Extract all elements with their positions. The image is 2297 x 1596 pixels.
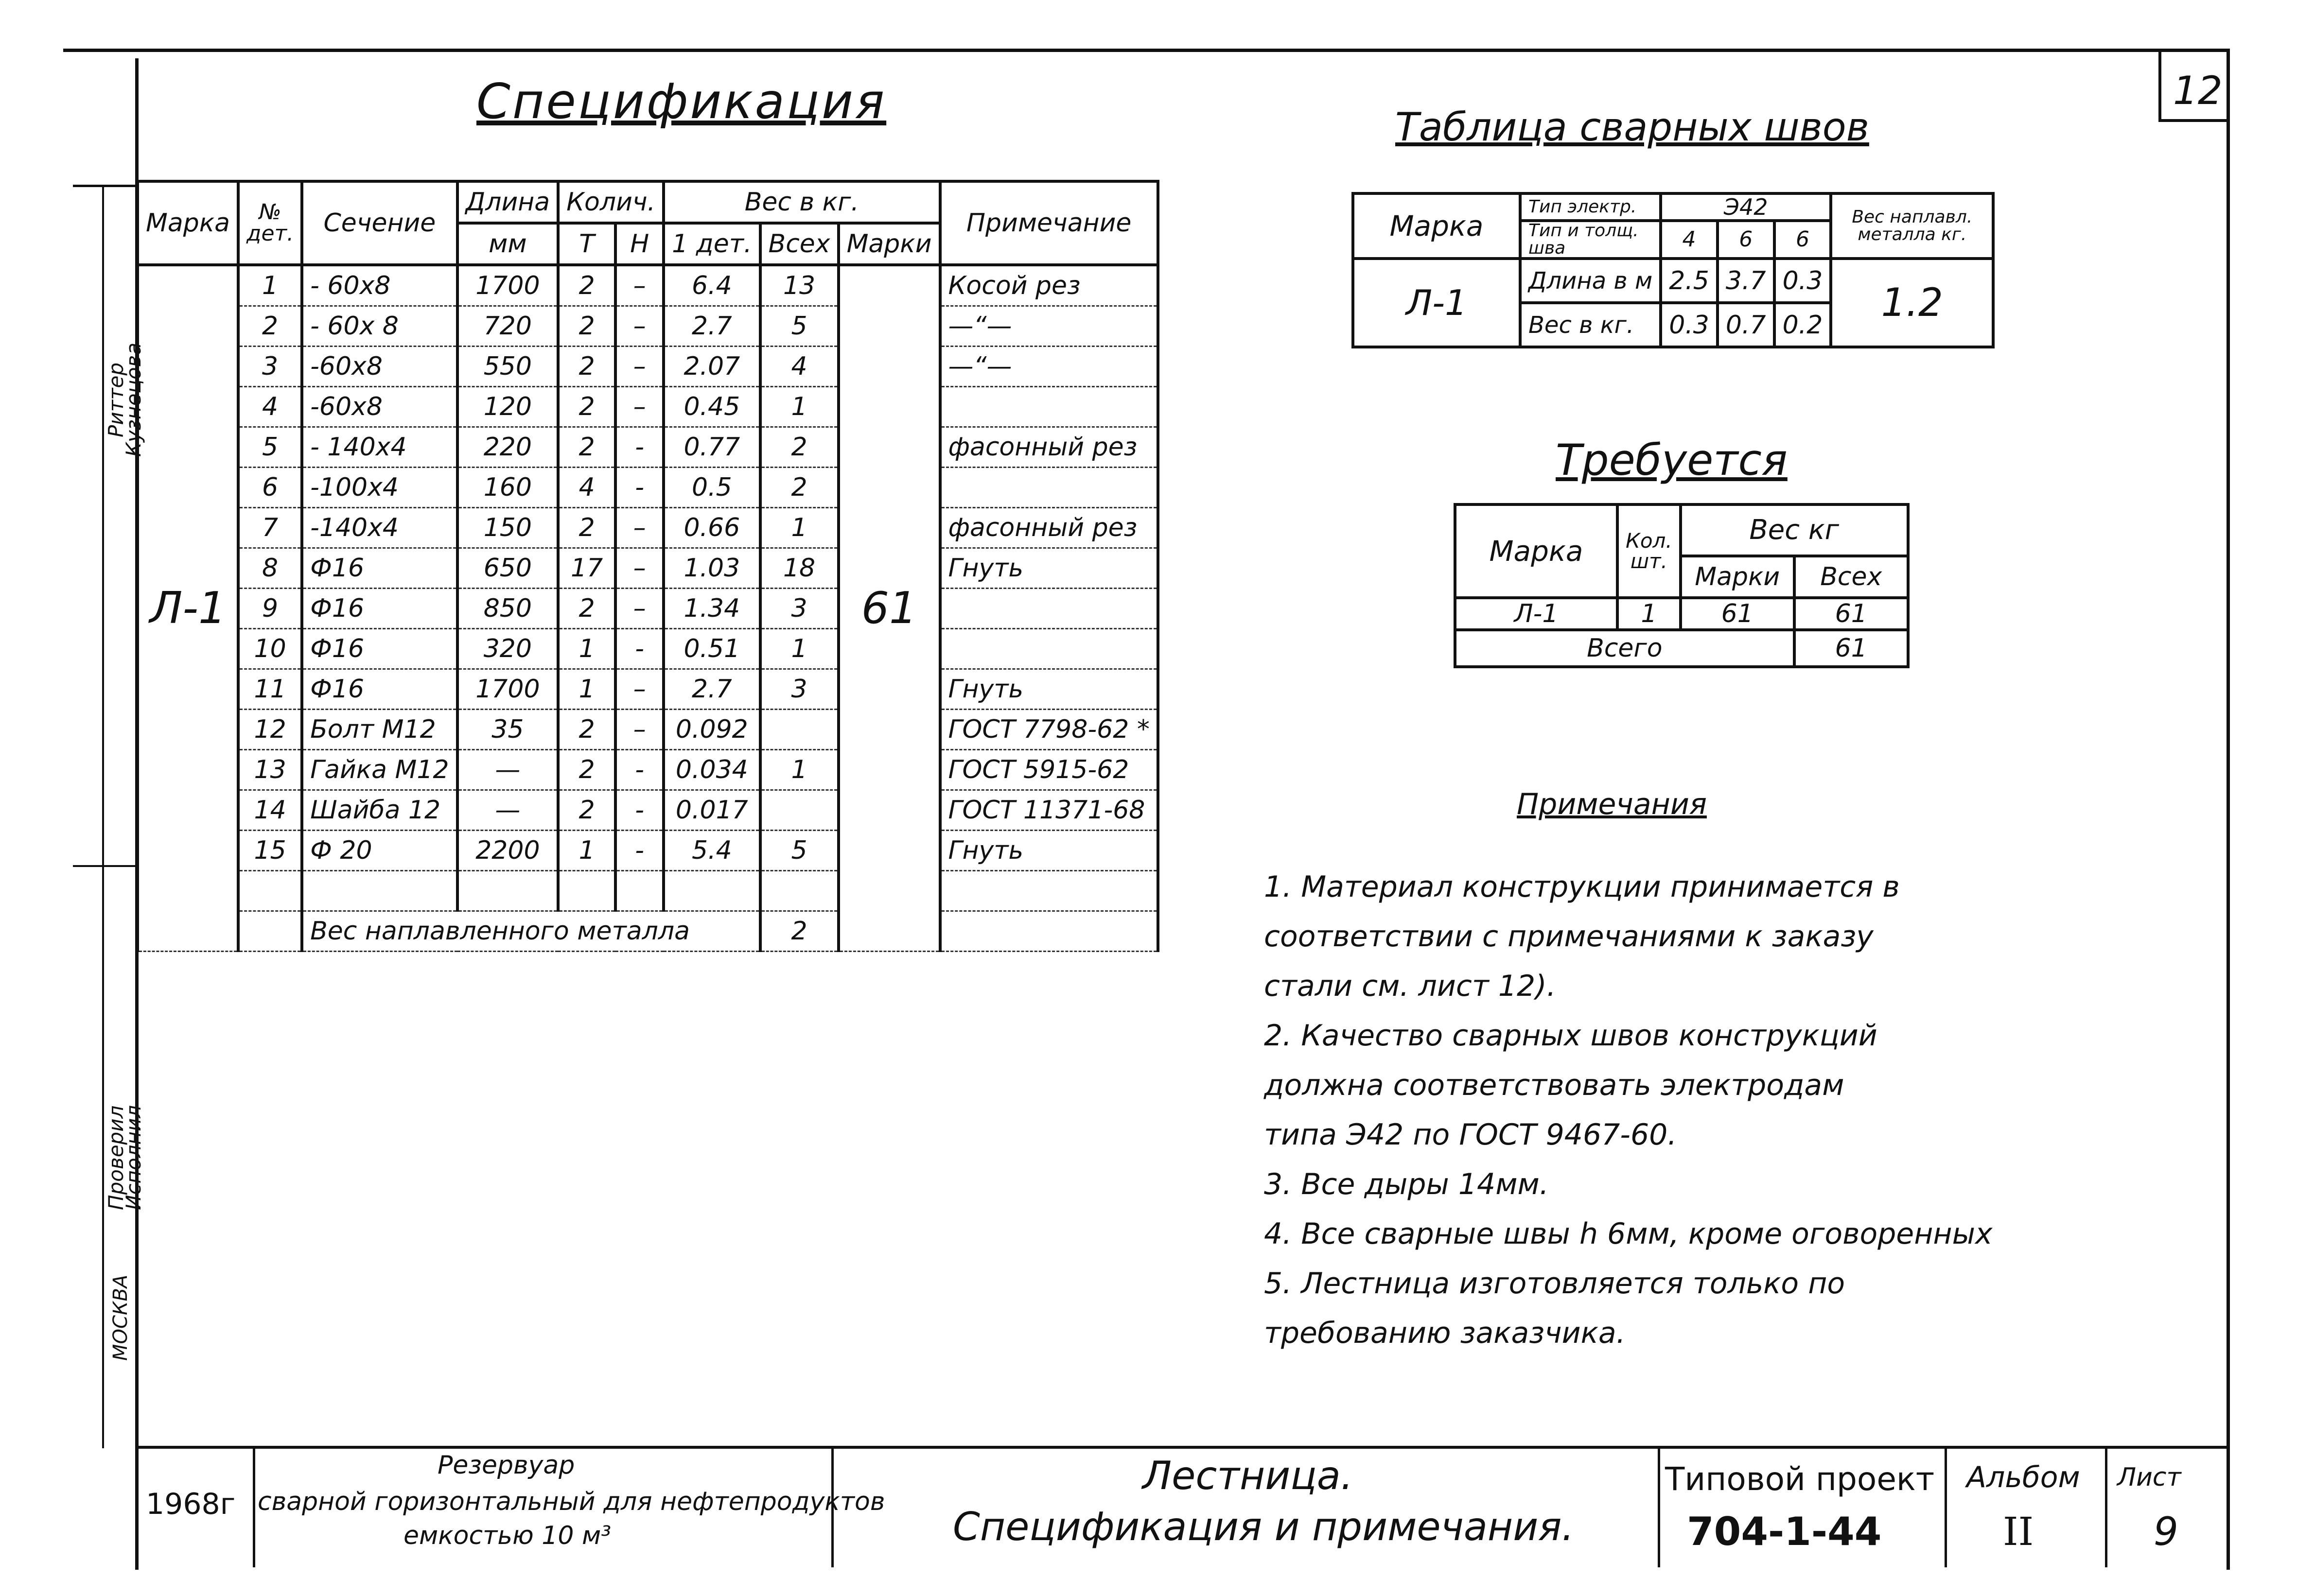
spec-cell-len: —	[457, 750, 559, 790]
spec-cell-t: 2	[558, 790, 615, 831]
spec-cell-n	[238, 871, 302, 911]
spec-cell-wall: 2	[760, 468, 839, 508]
spec-cell-h: -	[615, 750, 664, 790]
spec-cell-w1: 2.7	[664, 669, 760, 710]
weld-dlina-3: 0.3	[1774, 259, 1831, 303]
spec-cell-wall: 3	[760, 589, 839, 629]
spec-cell-sec: - 140x4	[302, 427, 457, 468]
req-h-marki: Марки	[1681, 556, 1794, 598]
top-border	[63, 49, 2229, 52]
spec-cell-n: 15	[238, 831, 302, 871]
stamp-list-label: Лист	[2117, 1463, 2181, 1492]
spec-cell-w1: 0.5	[664, 468, 760, 508]
spec-cell-sec: -140x4	[302, 508, 457, 548]
req-h-kol: Кол. шт.	[1617, 504, 1681, 598]
spec-cell-note: Гнуть	[940, 831, 1158, 871]
spec-cell-len: 160	[457, 468, 559, 508]
weld-ves-label: Вес в кг.	[1520, 303, 1661, 347]
spec-cell-h: –	[615, 589, 664, 629]
spec-cell-sec: Ф16	[302, 629, 457, 669]
spec-cell-h: –	[615, 710, 664, 750]
note-line: 2. Качество сварных швов конструкций	[1264, 1019, 1877, 1053]
weld-ves-2: 0.7	[1718, 303, 1774, 347]
spec-cell-note: ГОСТ 5915-62	[940, 750, 1158, 790]
spec-h-kolich: Колич.	[558, 181, 664, 223]
table-row	[138, 831, 1158, 871]
spec-cell-h: -	[615, 427, 664, 468]
spec-weld-label: Вес наплавленного металла	[302, 911, 760, 952]
table-row	[138, 548, 1158, 589]
spec-weld-note	[940, 911, 1158, 952]
spec-cell-n: 3	[238, 347, 302, 387]
right-border	[2227, 49, 2230, 1570]
spec-cell-len	[457, 871, 559, 911]
spec-cell-n: 11	[238, 669, 302, 710]
spec-cell-h: –	[615, 508, 664, 548]
spec-cell-t: 2	[558, 427, 615, 468]
spec-cell-t: 2	[558, 508, 615, 548]
spec-h-dlina: Длина	[457, 181, 559, 223]
stamp-project-1: Резервуар	[438, 1451, 575, 1480]
spec-h-ves-det: 1 дет.	[664, 223, 760, 265]
spec-cell-h: –	[615, 265, 664, 306]
required-table	[1454, 503, 1910, 668]
req-kol: 1	[1617, 598, 1681, 630]
spec-cell-sec: Ф16	[302, 589, 457, 629]
spec-h-t: Т	[558, 223, 615, 265]
stamp-sheet-title-1: Лестница.	[1142, 1453, 1353, 1498]
spec-cell-h	[615, 871, 664, 911]
note-line: 4. Все сварные швы h 6мм, кроме оговоренных	[1264, 1217, 1993, 1251]
spec-cell-note: —“—	[940, 347, 1158, 387]
titleblock-top	[135, 1446, 2229, 1449]
spec-h-det: № дет.	[238, 181, 302, 265]
spec-cell-len: —	[457, 790, 559, 831]
spec-cell-sec: Ф16	[302, 548, 457, 589]
spec-cell-t: 2	[558, 750, 615, 790]
spec-cell-note: Косой рез	[940, 265, 1158, 306]
weld-dlina-2: 3.7	[1718, 259, 1774, 303]
spec-cell-t: 2	[558, 265, 615, 306]
weld-total: 1.2	[1831, 259, 1993, 347]
req-total-label: Всего	[1455, 630, 1794, 667]
spec-cell-t	[558, 871, 615, 911]
spec-cell-w1: 0.017	[664, 790, 760, 831]
spec-cell-n: 7	[238, 508, 302, 548]
spec-cell-sec: Ф16	[302, 669, 457, 710]
spec-cell-len: 550	[457, 347, 559, 387]
margin-ritter: Риттер	[104, 362, 128, 437]
table-row	[138, 265, 1158, 306]
spec-h-n: Н	[615, 223, 664, 265]
spec-weld-blank	[238, 911, 302, 952]
spec-weld-row	[138, 911, 1158, 952]
spec-cell-h: –	[615, 347, 664, 387]
spec-cell-t: 4	[558, 468, 615, 508]
weld-h-ves: Вес наплавл. металла кг.	[1831, 193, 1993, 259]
spec-h-sechenie: Сечение	[302, 181, 457, 265]
spec-cell-w1: 6.4	[664, 265, 760, 306]
spec-cell-t: 2	[558, 347, 615, 387]
spec-cell-w1: 0.66	[664, 508, 760, 548]
spec-marka-weight: 61	[839, 265, 940, 952]
weld-ves-3: 0.2	[1774, 303, 1831, 347]
spec-cell-sec: - 60x 8	[302, 306, 457, 347]
margin-kuznecova: Кузнецова	[122, 342, 145, 457]
note-line: соответствии с примечаниями к заказу	[1264, 919, 1874, 954]
stamp-project-3: емкостью 10 м³	[403, 1521, 612, 1550]
spec-cell-t: 1	[558, 669, 615, 710]
spec-cell-len: 720	[457, 306, 559, 347]
spec-cell-w1: 0.45	[664, 387, 760, 427]
spec-cell-h: -	[615, 831, 664, 871]
spec-cell-n: 10	[238, 629, 302, 669]
margin-stamp	[73, 185, 145, 1448]
spec-cell-sec: Гайка М12	[302, 750, 457, 790]
spec-cell-n: 13	[238, 750, 302, 790]
spec-cell-note: фасонный рез	[940, 508, 1158, 548]
corner-sheet-number: 12	[2173, 68, 2223, 113]
spec-cell-wall: 13	[760, 265, 839, 306]
spec-cell-wall: 2	[760, 427, 839, 468]
spec-cell-t: 2	[558, 710, 615, 750]
req-marki: 61	[1681, 598, 1794, 630]
spec-cell-len: 2200	[457, 831, 559, 871]
note-line: 1. Материал конструкции принимается в	[1264, 870, 1900, 904]
margin-city: МОСКВА	[109, 1274, 132, 1361]
table-row	[138, 347, 1158, 387]
spec-cell-len: 1700	[457, 669, 559, 710]
table-row	[138, 790, 1158, 831]
spec-cell-wall: 1	[760, 629, 839, 669]
required-title: Требуется	[1556, 435, 1788, 485]
spec-cell-sec: Болт М12	[302, 710, 457, 750]
spec-cell-note	[940, 589, 1158, 629]
weld-elektr-val: Э42	[1661, 193, 1831, 221]
req-vsex: 61	[1794, 598, 1908, 630]
weld-h-tip-elektr: Тип электр.	[1520, 193, 1661, 221]
spec-h-marka: Марка	[138, 181, 238, 265]
spec-cell-wall: 5	[760, 306, 839, 347]
table-row	[138, 710, 1158, 750]
spec-cell-len: 220	[457, 427, 559, 468]
spec-cell-h: -	[615, 629, 664, 669]
spec-cell-len: 650	[457, 548, 559, 589]
spec-cell-sec: -100x4	[302, 468, 457, 508]
spec-cell-note: —“—	[940, 306, 1158, 347]
spec-weld-value: 2	[760, 911, 839, 952]
req-total-val: 61	[1794, 630, 1908, 667]
weld-dlina-1: 2.5	[1661, 259, 1718, 303]
note-line: должна соответствовать электродам	[1264, 1068, 1844, 1102]
spec-cell-w1: 0.092	[664, 710, 760, 750]
table-row	[138, 306, 1158, 347]
stamp-sheet-title-2: Спецификация и примечания.	[953, 1504, 1574, 1549]
note-line: 3. Все дыры 14мм.	[1264, 1167, 1549, 1201]
spec-cell-len: 120	[457, 387, 559, 427]
spec-cell-t: 1	[558, 831, 615, 871]
weld-dlina-label: Длина в м	[1520, 259, 1661, 303]
req-marka: Л-1	[1455, 598, 1617, 630]
table-row	[138, 750, 1158, 790]
table-row	[138, 589, 1158, 629]
spec-cell-sec: - 60x8	[302, 265, 457, 306]
spec-cell-note	[940, 629, 1158, 669]
spec-title: Спецификация	[476, 73, 887, 130]
weld-size-3: 6	[1774, 221, 1831, 259]
spec-cell-n: 2	[238, 306, 302, 347]
spec-cell-wall: 4	[760, 347, 839, 387]
spec-cell-note: Гнуть	[940, 669, 1158, 710]
margin-ispolnil: Исполнил	[122, 1105, 145, 1210]
spec-cell-n: 1	[238, 265, 302, 306]
weld-marka: Л-1	[1353, 259, 1520, 347]
spec-cell-len: 1700	[457, 265, 559, 306]
spec-table	[136, 180, 1159, 952]
stamp-list-value: 9	[2154, 1509, 2178, 1554]
spec-cell-w1: 1.34	[664, 589, 760, 629]
spec-cell-n: 12	[238, 710, 302, 750]
spec-h-ves: Вес в кг.	[664, 181, 940, 223]
spec-cell-t: 1	[558, 629, 615, 669]
spec-cell-len: 150	[457, 508, 559, 548]
spec-cell-note	[940, 871, 1158, 911]
spec-cell-note	[940, 468, 1158, 508]
spec-cell-note	[940, 387, 1158, 427]
spec-cell-wall: 3	[760, 669, 839, 710]
spec-cell-t: 17	[558, 548, 615, 589]
req-h-vsex: Всех	[1794, 556, 1908, 598]
table-row	[138, 427, 1158, 468]
spec-cell-h: –	[615, 548, 664, 589]
spec-cell-wall: 18	[760, 548, 839, 589]
spec-cell-wall	[760, 790, 839, 831]
weld-table	[1351, 192, 1995, 348]
req-h-ves: Вес кг	[1681, 504, 1908, 556]
spec-cell-len: 320	[457, 629, 559, 669]
table-row	[138, 468, 1158, 508]
weld-h-marka: Марка	[1353, 193, 1520, 259]
spec-cell-w1: 0.51	[664, 629, 760, 669]
weld-size-2: 6	[1718, 221, 1774, 259]
spec-cell-h: -	[615, 790, 664, 831]
table-row	[138, 387, 1158, 427]
spec-h-ves-vsex: Всех	[760, 223, 839, 265]
table-row	[138, 508, 1158, 548]
spec-cell-note: ГОСТ 7798-62 *	[940, 710, 1158, 750]
spec-cell-n: 14	[238, 790, 302, 831]
spec-cell-wall: 5	[760, 831, 839, 871]
spec-cell-sec: Ф 20	[302, 831, 457, 871]
spec-cell-wall	[760, 871, 839, 911]
note-line: стали см. лист 12).	[1264, 969, 1556, 1003]
spec-cell-wall: 1	[760, 750, 839, 790]
weld-h-tip-tolsh: Тип и толщ. шва	[1520, 221, 1661, 259]
spec-h-mm: мм	[457, 223, 559, 265]
stamp-typ-label: Типовой проект	[1665, 1460, 1935, 1498]
note-line: типа Э42 по ГОСТ 9467-60.	[1264, 1118, 1677, 1152]
stamp-typ-value: 704-1-44	[1687, 1509, 1882, 1554]
spec-cell-t: 2	[558, 589, 615, 629]
spec-cell-note: Гнуть	[940, 548, 1158, 589]
spec-cell-n: 5	[238, 427, 302, 468]
spec-cell-wall: 1	[760, 387, 839, 427]
spec-cell-wall	[760, 710, 839, 750]
spec-cell-h: –	[615, 669, 664, 710]
weld-ves-1: 0.3	[1661, 303, 1718, 347]
spec-cell-t: 2	[558, 387, 615, 427]
spec-h-ves-marki: Марки	[839, 223, 940, 265]
note-line: требованию заказчика.	[1264, 1316, 1626, 1350]
spec-cell-w1	[664, 871, 760, 911]
spec-cell-note: ГОСТ 11371-68	[940, 790, 1158, 831]
spec-cell-h: -	[615, 468, 664, 508]
weld-title: Таблица сварных швов	[1395, 104, 1869, 150]
spec-cell-wall: 1	[760, 508, 839, 548]
table-row	[138, 669, 1158, 710]
spec-cell-len: 850	[457, 589, 559, 629]
notes-title: Примечания	[1517, 787, 1707, 821]
note-line: 5. Лестница изготовляется только по	[1264, 1266, 1845, 1301]
spec-cell-sec	[302, 871, 457, 911]
spec-cell-len: 35	[457, 710, 559, 750]
spec-cell-h: –	[615, 306, 664, 347]
table-row	[138, 871, 1158, 911]
spec-cell-w1: 2.07	[664, 347, 760, 387]
spec-cell-sec: Шайба 12	[302, 790, 457, 831]
spec-cell-h: –	[615, 387, 664, 427]
req-h-marka: Марка	[1455, 504, 1617, 598]
spec-cell-t: 2	[558, 306, 615, 347]
spec-cell-sec: -60x8	[302, 387, 457, 427]
spec-cell-n: 9	[238, 589, 302, 629]
stamp-album-label: Альбом	[1966, 1460, 2080, 1494]
spec-cell-w1: 1.03	[664, 548, 760, 589]
spec-cell-w1: 2.7	[664, 306, 760, 347]
stamp-album-value: II	[2003, 1509, 2034, 1554]
spec-cell-n: 8	[238, 548, 302, 589]
spec-marka: Л-1	[138, 265, 238, 952]
table-row	[138, 629, 1158, 669]
spec-h-primechanie: Примечание	[940, 181, 1158, 265]
spec-cell-w1: 0.034	[664, 750, 760, 790]
weld-size-1: 4	[1661, 221, 1718, 259]
stamp-year: 1968г	[146, 1487, 236, 1521]
stamp-project-2: сварной горизонтальный для нефтепродуктов	[258, 1487, 885, 1516]
spec-cell-note: фасонный рез	[940, 427, 1158, 468]
spec-cell-sec: -60x8	[302, 347, 457, 387]
spec-cell-w1: 0.77	[664, 427, 760, 468]
spec-cell-w1: 5.4	[664, 831, 760, 871]
spec-cell-n: 6	[238, 468, 302, 508]
spec-cell-n: 4	[238, 387, 302, 427]
margin-proveril: Проверил	[104, 1105, 128, 1210]
